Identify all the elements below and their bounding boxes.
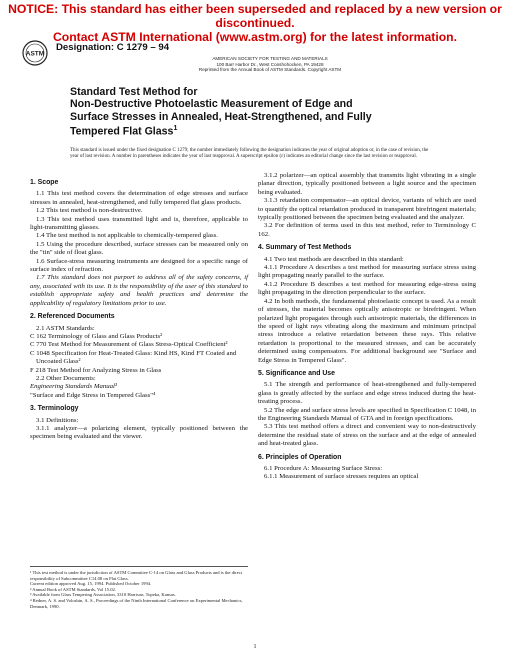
paragraph-2-2: 2.2 Other Documents: [36, 374, 96, 382]
footnotes [30, 566, 248, 609]
paragraph-4-2: 4.2 In both methods, the fundamental photoelastic concept is used. As a result of stresses, the material becomes optically anisotropic or birefringent. When polarized light propagates through such anisotropic materials, the differences in the speed of light rays vibrating along the maximum and minimum principal stress introduce a relative retardation between these rays. This relative retardation is proportional to the measured stresses, and can be accurately determined using compensators. For additional background see "Surface and Edge Stress in Tempered Glass". [258, 297, 476, 364]
paragraph-2-1: 2.1 ASTM Standards: [36, 324, 95, 332]
paragraph-3-1-3: 3.1.3 retardation compensator—an optical device, variants of which are used to quantify the optical retardation produced in transparent birefringent materials; typically positioned between the specimen being evaluated and the analyzer. [258, 197, 476, 222]
page-number: 1 [253, 644, 257, 650]
paragraph-3-1-1: 3.1.1 analyzer—a polarizing element, typically positioned between the specimen being evaluated and the viewer. [30, 424, 248, 441]
left-column [30, 174, 248, 442]
notice-line-2: Contact ASTM International (www.astm.org) for the latest information. [52, 30, 457, 44]
issuance-note: This standard is issued under the fixed designation C 1279; the number immediately following the designation indicates the year of original adoption or, in the case of revision, the year of last revision. A number in parentheses indicates the year of last reapproval. A superscript epsilon (ε) indicates an editorial change since the last revision or reapproval. [70, 148, 429, 160]
publisher-block [150, 56, 390, 73]
section-heading-scope: 1. Scope [30, 179, 59, 186]
footnote-1: ¹ This test method is under the jurisdiction of ASTM Committee C-14 on Glass and Glass Products and is the direct responsibility of Subcommittee C14.08 on Flat Glass. [30, 570, 243, 581]
reference-surface-edge-paper: "Surface and Edge Stress in Tempered Glass"⁴ [30, 391, 156, 399]
paragraph-5-2: 5.2 The edge and surface stress levels are specified in Specification C 1048, in the Engineering Standards Manual of GTA and in foreign specifications. [258, 406, 476, 422]
paragraph-4-1-2: 4.1.2 Procedure B describes a test method for measuring edge-stress using light propagating in the direction perpendicular to the surface. [258, 280, 476, 297]
paragraph-5-3: 5.3 This test method offers a direct and convenient way to non-destructively determine the residual state of stress on the surface and at the edge of annealed and heat-treated glass. [258, 423, 476, 448]
footnote-1b: Current edition approved Aug. 15, 1994. Published October 1994. [30, 581, 152, 587]
paragraph-1-1: 1.1 This test method covers the determination of edge stresses and surface stresses in annealed, heat-strengthened, and fully tempered flat glass products. [30, 190, 248, 206]
paragraph-1-4: 1.4 The test method is not applicable to chemically-tempered glass. [36, 232, 218, 240]
reference-c162: C 162 Terminology of Glass and Glass Products² [30, 332, 163, 340]
footnote-2: ² Annual Book of ASTM Standards, Vol 15.02. [30, 586, 116, 592]
paragraph-3-1-2: 3.1.2 polarizer—an optical assembly that transmits light vibrating in a single planar direction, typically positioned between a light source and the specimen being evaluated. [258, 172, 476, 196]
section-heading-referenced-documents: 2. Referenced Documents [30, 313, 115, 321]
footnote-4: ⁴ Redner, A. S. and Voloshin, A. S., Proceedings of the Ninth International Conference on Experimental Mechanics, Denmark, 1990. [30, 597, 243, 609]
paragraph-3-2: 3.2 For definition of terms used in this test method, refer to Terminology C 162. [258, 222, 476, 238]
paragraph-6-1: 6.1 Procedure A: Measuring Surface Stress: [264, 465, 383, 472]
document-title [70, 86, 430, 138]
paragraph-1-7: 1.7 This standard does not purport to address all of the safety concerns, if any, associated with its use. It is the responsibility of the user of this standard to establish appropriate safety and health practices and determine the applicability of regulatory limitations prior to use. [30, 274, 248, 307]
paragraph-4-1: 4.1 Two test methods are described in this standard: [264, 255, 404, 263]
paragraph-1-2: 1.2 This test method is non-destructive. [36, 207, 143, 215]
paragraph-1-5: 1.5 Using the procedure described, surface stresses can be measured only on the "tin" side of float glass. [30, 240, 248, 257]
designation: Designation: C 1279 – 94 [56, 42, 170, 53]
paragraph-1-6: 1.6 Surface-stress measuring instruments are designed for a specific range of surface index of refraction. [30, 257, 248, 274]
paragraph-3-1: 3.1 Definitions: [36, 416, 79, 424]
footnote-3: ³ Available from Glass Tempering Association, 3310 Harrison, Topeka, Kansas. [30, 592, 176, 598]
section-heading-summary: 4. Summary of Test Methods [258, 244, 352, 252]
title-line-4: Tempered Flat Glass$^1$ [70, 125, 178, 138]
paragraph-6-1-1: 6.1.1 Measurement of surface stresses requires an optical [264, 473, 419, 481]
paragraph-1-3: 1.3 This test method uses transmitted light and is, therefore, applicable to light-transmitting glasses. [30, 215, 248, 232]
section-heading-principles: 6. Principles of Operation [258, 453, 342, 461]
svg-text:ASTM: ASTM [25, 50, 45, 58]
title-footnote-mark: 1 [173, 125, 178, 133]
reference-c1048: C 1048 Specification for Heat-Treated Glass: Kind HS, Kind FT Coated and Uncoated Glass² [30, 349, 237, 366]
publisher-line-2: 100 Barr Harbor Dr., West Conshohocken, PA 19428 [216, 61, 324, 67]
publisher-line-3: Reprinted from the Annual Book of ASTM Standards. Copyright ASTM [198, 67, 342, 73]
title-line-1: Standard Test Method for [70, 86, 198, 98]
notice-line-1: NOTICE: This standard has either been superseded and replaced by a new version or discontinued. [8, 2, 502, 30]
astm-logo-icon [22, 40, 48, 66]
reference-f218: F 218 Test Method for Analyzing Stress in Glass [30, 366, 162, 374]
section-heading-significance: 5. Significance and Use [258, 369, 335, 377]
paragraph-4-1-1: 4.1.1 Procedure A describes a test method for measuring surface stress using light propagating nearly parallel to the surface. [258, 264, 476, 280]
title-line-3: Surface Stresses in Annealed, Heat-Strengthened, and Fully [70, 110, 372, 123]
title-line-2: Non-Destructive Photoelastic Measurement of Edge and [70, 98, 353, 111]
paragraph-5-1: 5.1 The strength and performance of heat-strengthened and fully-tempered glass is greatly affected by the surface and edge stress induced during the heat-treating process. [258, 381, 476, 406]
reference-c770: C 770 Test Method for Measurement of Glass Stress-Optical Coefficient² [30, 341, 228, 349]
publisher-line-1: AMERICAN SOCIETY FOR TESTING AND MATERIALS [212, 56, 328, 61]
section-heading-terminology: 3. Terminology [30, 405, 79, 413]
reference-engineering-manual: Engineering Standards Manual³ [30, 383, 117, 391]
supersession-notice [0, 2, 510, 44]
right-column [258, 172, 476, 482]
